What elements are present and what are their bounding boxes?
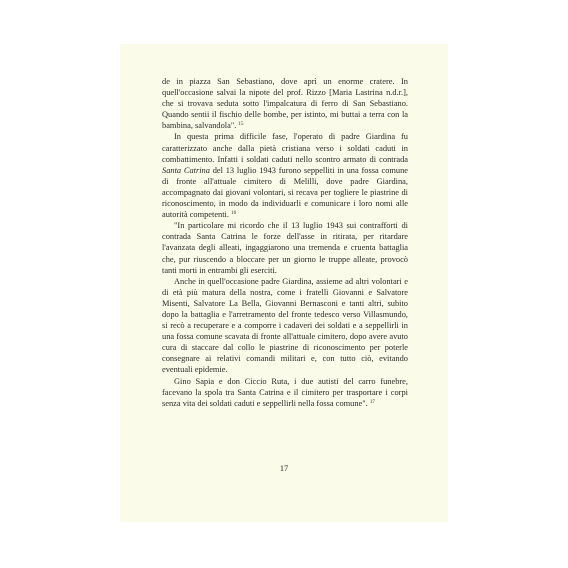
book-page	[120, 44, 448, 522]
footnote-ref: 15	[238, 122, 244, 128]
page-number: 17	[279, 464, 289, 473]
footnote-ref: 16	[231, 211, 237, 217]
paragraph-1: de in piazza San Sebastiano, dove aprì un enorme cratere. In quell'occasione salvai la nipote del prof. Rizzo [Maria Lastrina n.d.r.], che si trovava seduta sotto l'impalcatura di ferro di San Sebastiano. Quando sentii il fischio delle bombe, per istinto, mi buttai a terra con la bambina, salvandola". $^{15}$	[162, 77, 408, 131]
paragraph-2: In questa prima difficile fase, l'operato di padre Giardina fu caratterizzato anche dalla pietà cristiana verso i soldati caduti in combattimento. Infatti i soldati caduti nello scontro armato di contrada Santa Catrina del 13 luglio 1943 furono seppelliti in una fossa comune di fronte all'attuale cimitero di Melilli, dove padre Giardina, accompagnato dai giovani volontari, si recava per togliere le piastrine di riconoscimento, in modo da individuarli e comunicare i loro nomi alle autorità competenti. $^{16}$	[162, 132, 408, 220]
paragraph-5: Gino Sapia e don Ciccio Ruta, i due autisti del carro funebre, facevano la spola tra Santa Catrina e il cimitero per trasportare i corpi senza vita dei soldati caduti e seppellirli nella fossa comune". $^{17}$	[162, 376, 408, 408]
paragraph-4: Anche in quell'occasione padre Giardina, assieme ad altri volontari e di età più matura della nostra, come i fratelli Giovanni e Salvatore Misenti, Salvatore La Bella, Giovanni Bernasconi e tanti altri, subito dopo la battaglia e l'arretramento del fronte tedesco verso Villasmundo, si recò a recuperare e a comporre i cadaveri dei soldati e a seppellirli in una fossa comune scavata di fronte all'attuale cimitero, dopo avere avuto cura di staccare dal collo le piastrine di riconoscimento per poterle consegnare ai relativi comandi militari e, con tutto ciò, evitando eventuali epidemie.	[162, 276, 408, 375]
footnote-ref: 17	[369, 399, 375, 405]
italic-place-name: Santa Catrina	[162, 165, 210, 175]
paragraph-3: "In particolare mi ricordo che il 13 luglio 1943 sui contrafforti di contrada Santa Catrina le forze dell'asse in ritirata, per ritardare l'avanzata degli alleati, ingaggiarono una tremenda e cruenta battaglia che, pur riuscendo a bloccare per un giorno le truppe alleate, provocò tanti morti in entrambi gli eserciti.	[162, 221, 408, 275]
page-body-text	[162, 76, 408, 409]
